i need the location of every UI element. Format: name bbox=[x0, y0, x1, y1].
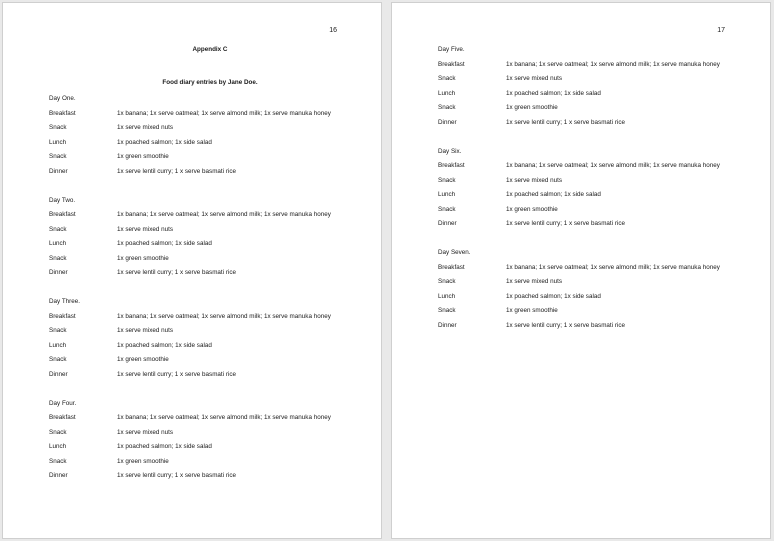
meal-items: 1x serve lentil curry; 1 x serve basmati rice bbox=[117, 167, 236, 175]
meal-label: Snack bbox=[49, 153, 67, 160]
meal-label: Breakfast bbox=[49, 414, 76, 421]
diary-entry-row bbox=[49, 266, 353, 281]
meal-items: 1x poached salmon; 1x side salad bbox=[117, 240, 212, 247]
day-heading: Day Six. bbox=[438, 147, 462, 155]
day-heading: Day Three. bbox=[49, 298, 81, 305]
diary-entry-row bbox=[438, 72, 742, 87]
diary-entry-row bbox=[49, 469, 353, 484]
diary-entry-row bbox=[49, 107, 353, 122]
diary-entry-row bbox=[438, 58, 742, 73]
meal-items: 1x banana; 1x serve oatmeal; 1x serve almond milk; 1x serve manuka honey bbox=[117, 414, 331, 421]
meal-items: 1x serve lentil curry; 1 x serve basmati rice bbox=[117, 472, 236, 479]
day-heading: Day One. bbox=[49, 95, 76, 102]
meal-label: Dinner bbox=[49, 370, 68, 378]
diary-entry-row bbox=[49, 237, 353, 252]
meal-items: 1x serve mixed nuts bbox=[117, 124, 173, 131]
meal-label: Snack bbox=[49, 457, 67, 465]
document-page-17 bbox=[391, 2, 771, 539]
meal-label: Snack bbox=[438, 278, 456, 285]
page-number: 16 bbox=[329, 27, 337, 34]
document-page-16 bbox=[2, 2, 382, 539]
appendix-title: Appendix C bbox=[192, 46, 228, 53]
meal-items: 1x banana; 1x serve oatmeal; 1x serve almond milk; 1x serve manuka honey bbox=[506, 162, 720, 169]
day-heading: Day Seven. bbox=[438, 249, 471, 256]
meal-items: 1x green smoothie bbox=[506, 307, 558, 314]
meal-items: 1x banana; 1x serve oatmeal; 1x serve almond milk; 1x serve manuka honey bbox=[506, 263, 720, 271]
meal-label: Snack bbox=[49, 124, 67, 131]
diary-entry-row bbox=[49, 136, 353, 151]
meal-label: Snack bbox=[49, 254, 67, 262]
diary-entry-row bbox=[438, 261, 742, 276]
diary-entry-row bbox=[438, 304, 742, 319]
diary-entry-row bbox=[49, 223, 353, 238]
page-number: 17 bbox=[717, 27, 725, 34]
meal-items: 1x poached salmon; 1x side salad bbox=[506, 292, 601, 300]
meal-label: Snack bbox=[49, 356, 67, 363]
meal-items: 1x serve lentil curry; 1 x serve basmati rice bbox=[117, 370, 236, 378]
meal-items: 1x green smoothie bbox=[117, 254, 169, 262]
diary-entry-row bbox=[49, 455, 353, 470]
meal-label: Dinner bbox=[49, 472, 68, 479]
diary-entry-row bbox=[49, 353, 353, 368]
day-list bbox=[438, 43, 742, 333]
diary-entry-row bbox=[438, 319, 742, 334]
meal-label: Breakfast bbox=[49, 109, 76, 117]
diary-entry-row bbox=[438, 217, 742, 232]
meal-label: Snack bbox=[438, 307, 456, 314]
diary-entry-row bbox=[438, 275, 742, 290]
meal-items: 1x serve lentil curry; 1 x serve basmati rice bbox=[506, 118, 625, 126]
diary-entry-row bbox=[49, 339, 353, 354]
meal-items: 1x serve mixed nuts bbox=[506, 176, 562, 184]
meal-label: Breakfast bbox=[49, 211, 76, 218]
meal-label: Lunch bbox=[438, 191, 456, 198]
meal-items: 1x poached salmon; 1x side salad bbox=[506, 191, 601, 198]
meal-label: Dinner bbox=[49, 269, 68, 276]
diary-title: Food diary entries by Jane Doe. bbox=[162, 79, 258, 86]
meal-items: 1x banana; 1x serve oatmeal; 1x serve almond milk; 1x serve manuka honey bbox=[117, 109, 331, 117]
diary-entry-row bbox=[49, 368, 353, 383]
meal-items: 1x serve mixed nuts bbox=[117, 428, 173, 436]
page-content bbox=[49, 43, 353, 498]
diary-entry-row bbox=[49, 324, 353, 339]
day-block bbox=[438, 246, 742, 333]
meal-label: Lunch bbox=[438, 89, 456, 97]
meal-label: Snack bbox=[438, 104, 456, 111]
diary-entry-row bbox=[49, 121, 353, 136]
meal-label: Dinner bbox=[438, 118, 457, 126]
meal-items: 1x serve lentil curry; 1 x serve basmati rice bbox=[506, 321, 625, 329]
meal-label: Breakfast bbox=[49, 312, 76, 320]
day-block bbox=[438, 145, 742, 232]
day-list bbox=[49, 92, 353, 484]
meal-items: 1x serve lentil curry; 1 x serve basmati rice bbox=[117, 269, 236, 276]
diary-entry-row bbox=[438, 101, 742, 116]
day-heading: Day Four. bbox=[49, 399, 77, 407]
meal-label: Snack bbox=[438, 205, 456, 213]
meal-label: Lunch bbox=[49, 341, 67, 349]
meal-label: Snack bbox=[438, 75, 456, 82]
meal-items: 1x serve mixed nuts bbox=[506, 278, 562, 285]
day-block bbox=[438, 43, 742, 130]
meal-label: Lunch bbox=[49, 138, 67, 146]
day-block bbox=[49, 295, 353, 382]
meal-items: 1x green smoothie bbox=[117, 356, 169, 363]
meal-label: Breakfast bbox=[438, 263, 465, 271]
meal-items: 1x poached salmon; 1x side salad bbox=[117, 138, 212, 146]
diary-entry-row bbox=[438, 188, 742, 203]
meal-label: Lunch bbox=[438, 292, 456, 300]
day-block bbox=[49, 397, 353, 484]
diary-entry-row bbox=[438, 174, 742, 189]
meal-items: 1x poached salmon; 1x side salad bbox=[117, 341, 212, 349]
meal-items: 1x banana; 1x serve oatmeal; 1x serve almond milk; 1x serve manuka honey bbox=[117, 312, 331, 320]
meal-label: Dinner bbox=[438, 321, 457, 329]
day-heading: Day Five. bbox=[438, 46, 465, 53]
diary-entry-row bbox=[438, 116, 742, 131]
meal-label: Lunch bbox=[49, 443, 67, 450]
meal-items: 1x poached salmon; 1x side salad bbox=[506, 89, 601, 97]
meal-items: 1x serve lentil curry; 1 x serve basmati rice bbox=[506, 220, 625, 227]
diary-entry-row bbox=[49, 165, 353, 180]
diary-entry-row bbox=[49, 310, 353, 325]
meal-items: 1x green smoothie bbox=[506, 104, 558, 111]
diary-entry-row bbox=[49, 411, 353, 426]
meal-label: Breakfast bbox=[438, 162, 465, 169]
meal-items: 1x serve mixed nuts bbox=[117, 225, 173, 233]
meal-label: Snack bbox=[49, 428, 67, 436]
meal-items: 1x poached salmon; 1x side salad bbox=[117, 443, 212, 450]
meal-items: 1x green smoothie bbox=[117, 153, 169, 160]
meal-items: 1x serve mixed nuts bbox=[117, 327, 173, 334]
diary-entry-row bbox=[438, 290, 742, 305]
diary-entry-row bbox=[49, 252, 353, 267]
meal-label: Lunch bbox=[49, 240, 67, 247]
meal-label: Dinner bbox=[49, 167, 68, 175]
meal-items: 1x green smoothie bbox=[506, 205, 558, 213]
meal-label: Snack bbox=[438, 176, 456, 184]
diary-entry-row bbox=[49, 208, 353, 223]
diary-entry-row bbox=[49, 426, 353, 441]
day-block bbox=[49, 92, 353, 179]
diary-entry-row bbox=[438, 159, 742, 174]
meal-items: 1x serve mixed nuts bbox=[506, 75, 562, 82]
meal-label: Dinner bbox=[438, 220, 457, 227]
diary-entry-row bbox=[49, 440, 353, 455]
meal-items: 1x banana; 1x serve oatmeal; 1x serve almond milk; 1x serve manuka honey bbox=[506, 60, 720, 68]
page-content bbox=[438, 43, 742, 348]
meal-label: Snack bbox=[49, 327, 67, 334]
diary-entry-row bbox=[49, 150, 353, 165]
diary-entry-row bbox=[438, 87, 742, 102]
meal-items: 1x green smoothie bbox=[117, 457, 169, 465]
day-block bbox=[49, 194, 353, 281]
meal-items: 1x banana; 1x serve oatmeal; 1x serve almond milk; 1x serve manuka honey bbox=[117, 211, 331, 218]
meal-label: Breakfast bbox=[438, 60, 465, 68]
meal-label: Snack bbox=[49, 225, 67, 233]
day-heading: Day Two. bbox=[49, 196, 76, 204]
diary-entry-row bbox=[438, 203, 742, 218]
